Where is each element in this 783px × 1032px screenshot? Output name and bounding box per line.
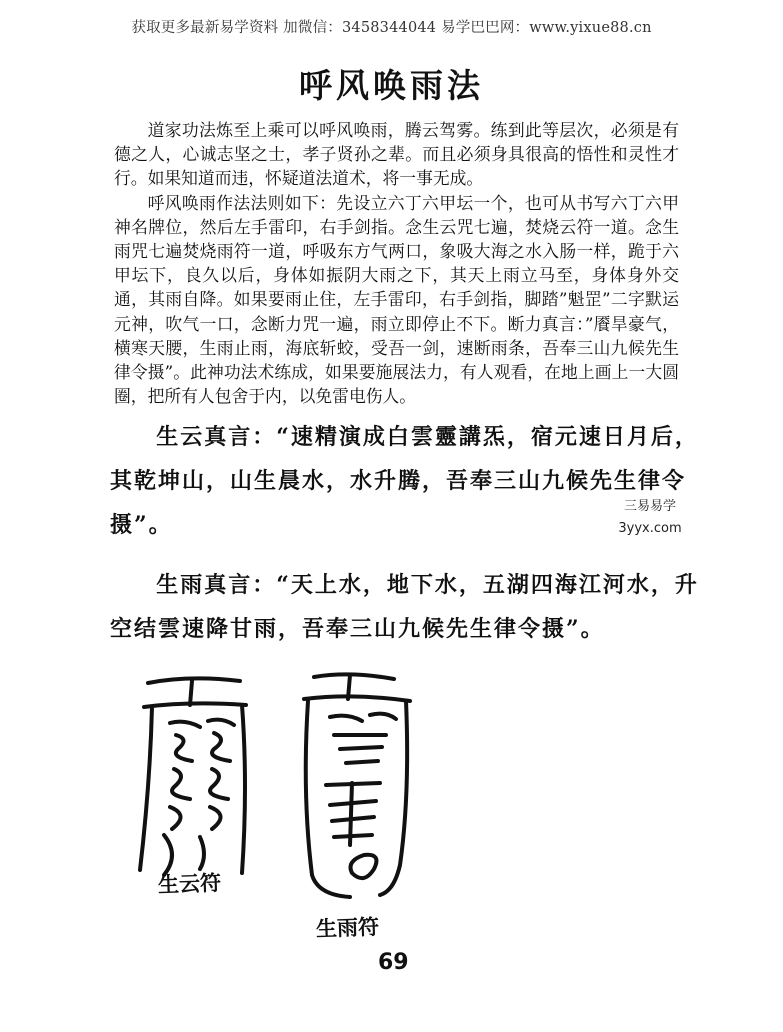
rain-talisman-label: 生雨符 bbox=[315, 913, 380, 942]
cloud-talisman-label: 生云符 bbox=[157, 869, 222, 898]
rain-talisman-icon bbox=[290, 665, 420, 915]
rain-chant bbox=[110, 563, 700, 651]
cloud-chant-text: 生云真言：“速精演成白雲靈講炁，宿元速日月后，其乾坤山，山生晨水，水升腾，吾奉三山九候先生律令摄”。 bbox=[110, 424, 699, 538]
cloud-talisman-icon bbox=[130, 665, 260, 885]
page-title: 呼风唤雨法 bbox=[299, 66, 484, 105]
page-header: 获取更多最新易学资料 加微信：3458344044 易学巴巴网：www.yixue88.cn bbox=[131, 20, 652, 36]
paragraph: 道家功法炼至上乘可以呼风唤雨，腾云驾雾。练到此等层次，必须是有德之人，心诚志坚之士，孝子贤孙之辈。而且必须身具很高的悟性和灵性才行。如果知道而违，怀疑道法道术，将一事无成。 bbox=[114, 120, 679, 189]
watermark bbox=[610, 496, 690, 540]
watermark-line: 3yyx.com bbox=[618, 521, 682, 536]
body-text bbox=[114, 118, 679, 408]
rain-chant-text: 生雨真言：“天上水，地下水，五湖四海江河水，升空结雲速降甘雨，吾奉三山九候先生律令摄”。 bbox=[110, 572, 699, 642]
page-number: 69 bbox=[378, 950, 409, 975]
watermark-line: 三易易学 bbox=[623, 499, 676, 514]
paragraph: 呼风唤雨作法法则如下：先设立六丁六甲坛一个，也可从书写六丁六甲神名牌位，然后左手雷印，右手剑指。念生云咒七遍，焚烧云符一道。念生雨咒七遍焚烧雨符一道，呼吸东方气两口，象吸大海之水入肠一样，跪于六甲坛下，良久以后，身体如振阴大雨之下，其天上雨立马至，身体身外交通，其雨自降。如果要雨止住，左手雷印，右手剑指，脚踏”魁罡”二字默运元神，吹气一口，念断力咒一遍，雨立即停止不下。断力真言：”餍旱豪气，横寒天腰，生雨止雨，海底斩蛟，受吾一剑，速断雨条，吾奉三山九候先生律令摄”。此神功法术练成，如果要施展法力，有人观看，在地上画上一大圆圈，把所有人包舍于内，以免雷电伤人。 bbox=[114, 192, 679, 407]
